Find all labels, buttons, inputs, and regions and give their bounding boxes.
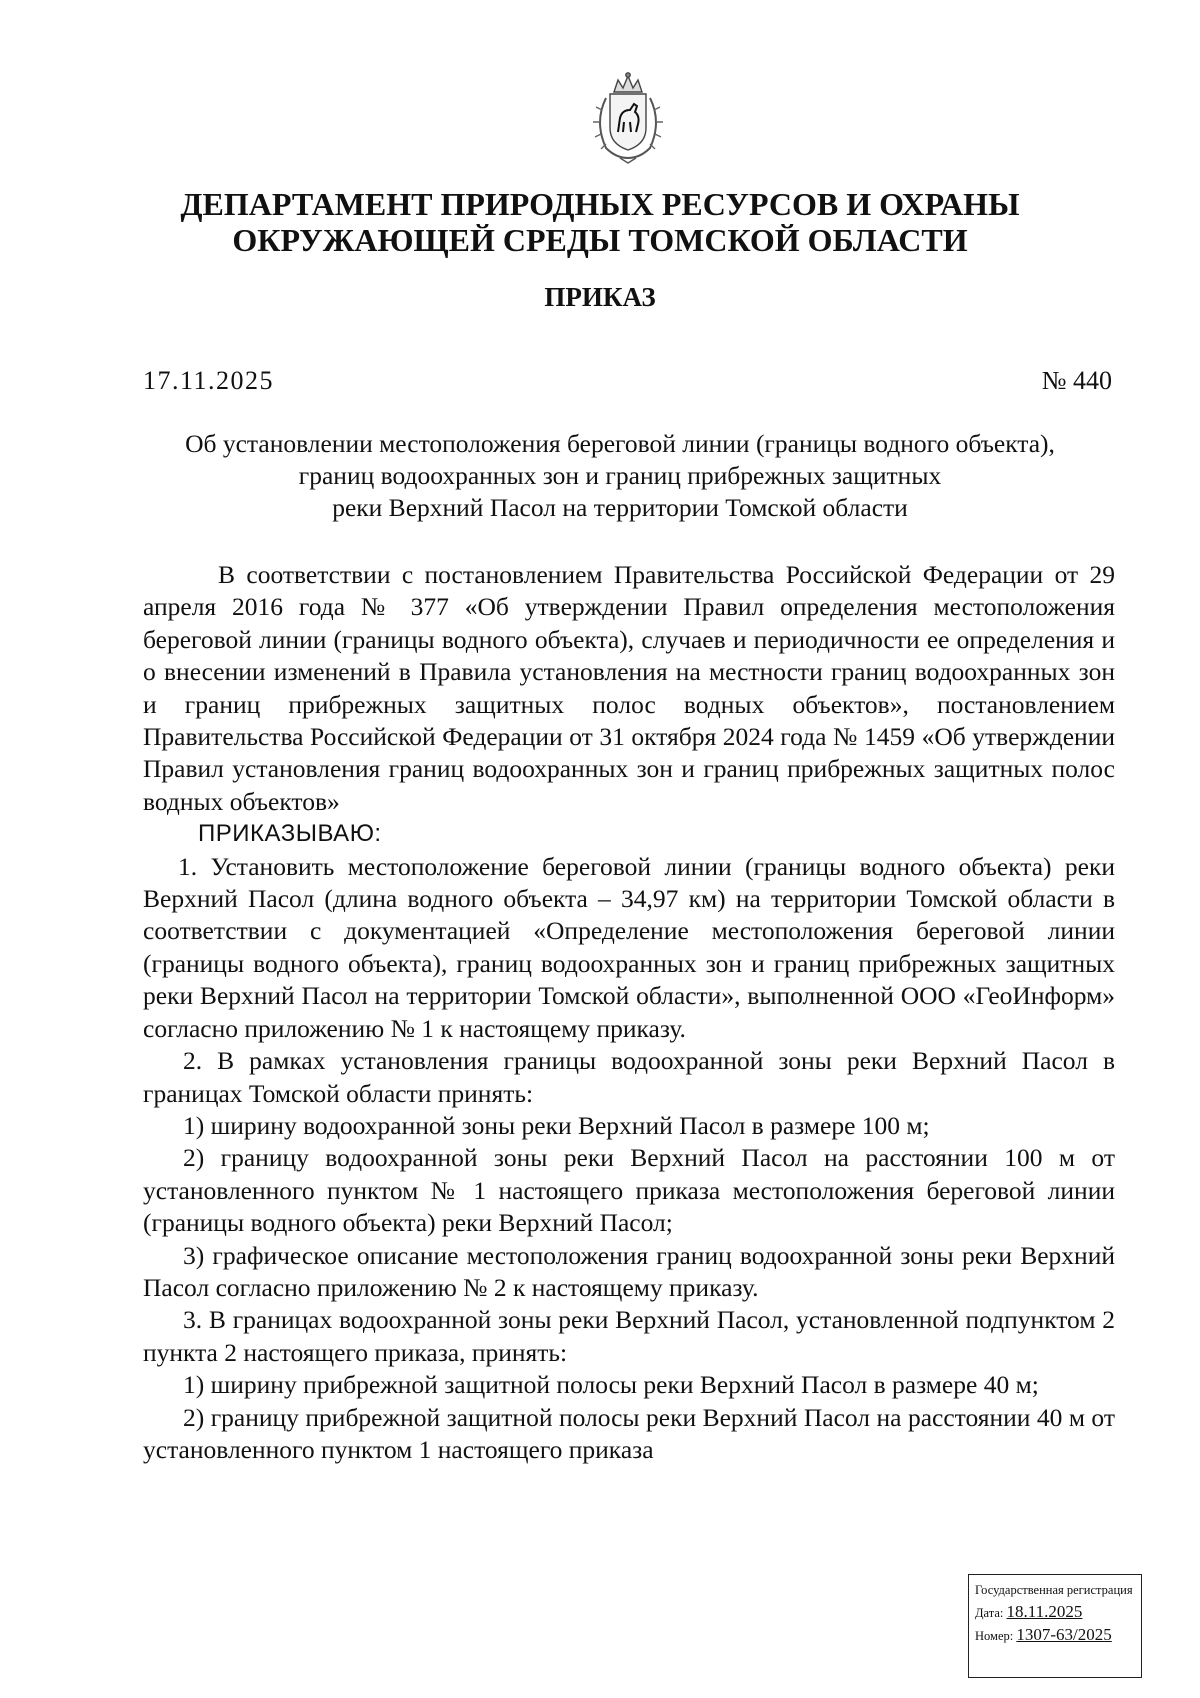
document-date: 17.11.2025	[143, 366, 275, 395]
registration-title: Государственная регистрация	[975, 1583, 1133, 1597]
clause-3: 3. В границах водоохранной зоны реки Верхний Пасол, установленной подпунктом 2 пункта 2 настоящего приказа, принять:	[143, 1305, 1115, 1367]
document-subject	[130, 428, 1110, 524]
organization-name-line1: ДЕПАРТАМЕНТ ПРИРОДНЫХ РЕСУРСОВ И ОХРАНЫ	[180, 186, 1020, 222]
registration-date-label: Дата:	[975, 1606, 1004, 1620]
clause-1: 1. Установить местоположение береговой линии (границы водного объекта) реки Верхний Пасол (длина водного объекта – 34,97 км) на территории Томской области в соответствии с документацией «Определение местоположения береговой линии (границы водного объекта), границ водоохранных зон и границ прибрежных защитных реки Верхний Пасол на территории Томской области», выполненной ООО «ГеоИнформ» согласно приложению № 1 к настоящему приказу.	[143, 851, 1115, 1043]
registration-number-row	[975, 1627, 1141, 1644]
organization-name-line2: ОКРУЖАЮЩЕЙ СРЕДЫ ТОМСКОЙ ОБЛАСТИ	[232, 222, 968, 258]
document-type: ПРИКАЗ	[544, 282, 656, 312]
registration-date-value: 18.11.2025	[1006, 1602, 1083, 1621]
subject-line: Об установлении местоположения береговой линии (границы водного объекта),	[185, 429, 1055, 458]
clause-2-item-2: 2) границу водоохранной зоны реки Верхний Пасол на расстоянии 100 м от установленного пунктом № 1 настоящего приказа местоположения береговой линии (границы водного объекта) реки Верхний Пасол;	[143, 1143, 1115, 1238]
clause-3-item-2: 2) границу прибрежной защитной полосы реки Верхний Пасол на расстоянии 40 м от установленного пунктом 1 настоящего приказа	[143, 1402, 1115, 1464]
clause-2-item-3: 3) графическое описание местоположения границ водоохранной зоны реки Верхний Пасол согласно приложению № 2 к настоящему приказу.	[143, 1240, 1115, 1302]
coat-of-arms-icon	[568, 70, 688, 166]
document-body	[143, 559, 1115, 1466]
registration-stamp	[968, 1574, 1142, 1678]
subject-line: границ водоохранных зон и границ прибрежных защитных	[298, 461, 942, 490]
clause-2: 2. В рамках установления границы водоохранной зоны реки Верхний Пасол в границах Томской области принять:	[143, 1046, 1115, 1108]
document-number: № 440	[1041, 366, 1112, 395]
registration-number-value: 1307-63/2025	[1016, 1625, 1112, 1644]
registration-number-label: Номер:	[975, 1629, 1014, 1643]
command-word: ПРИКАЗЫВАЮ:	[198, 820, 382, 848]
subject-line: реки Верхний Пасол на территории Томской области	[332, 493, 908, 522]
preamble-paragraph: В соответствии с постановлением Правительства Российской Федерации от 29 апреля 2016 года № 377 «Об утверждении Правил определения местоположения береговой линии (границы водного объекта), случаев и периодичности ее определения и о внесении изменений в Правила установления на местности границ водоохранных зон и границ прибрежных защитных полос водных объектов», постановлением Правительства Российской Федерации от 31 октября 2024 года № 1459 «Об утверждении Правил установления границ водоохранных зон и границ прибрежных защитных полос водных объектов»	[143, 560, 1115, 816]
clause-2-item-1: 1) ширину водоохранной зоны реки Верхний Пасол в размере 100 м;	[183, 1110, 930, 1140]
registration-date-row	[975, 1604, 1141, 1621]
clause-3-item-1: 1) ширину прибрежной защитной полосы реки Верхний Пасол в размере 40 м;	[183, 1370, 1039, 1400]
